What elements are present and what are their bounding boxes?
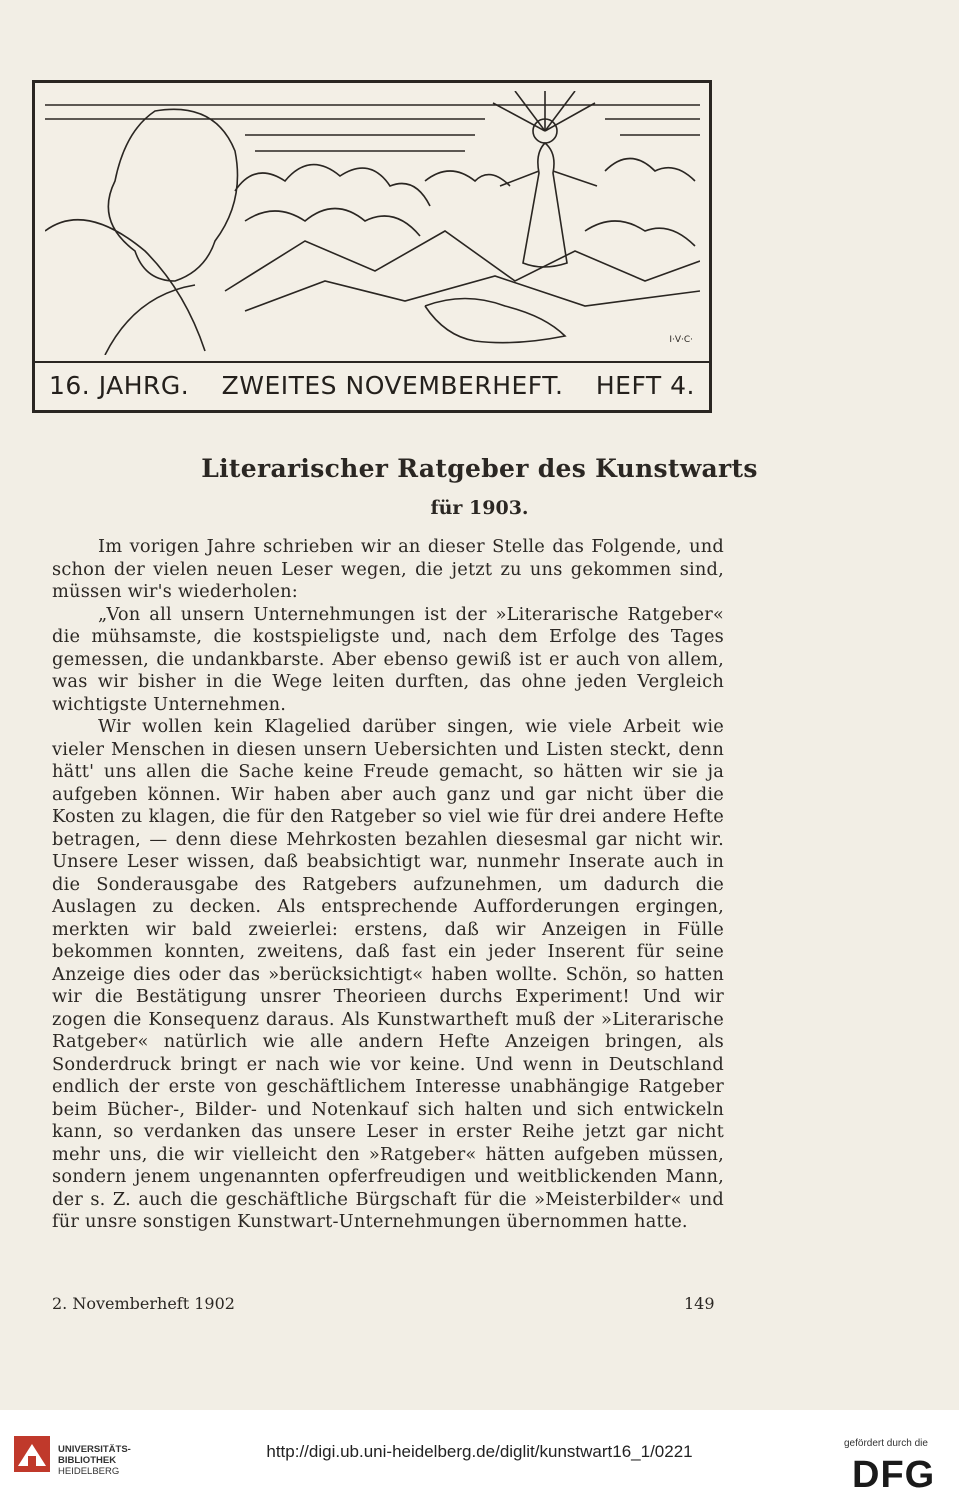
volume-label: 16. JAHRG. xyxy=(49,370,190,400)
masthead-band xyxy=(35,361,709,407)
library-name[interactable]: UNIVERSITÄTS- BIBLIOTHEK HEIDELBERG xyxy=(58,1444,131,1477)
artist-initials: I·V·C· xyxy=(669,335,693,345)
article-body xyxy=(52,536,724,1234)
paragraph: „Von all unsern Unternehmungen ist der »Literarische Ratgeber« die mühsamste, die kostspieligste und, nach dem Erfolge des Tages gemessen, die undankbarste. Aber ebenso gewiß ist er auch von allem, was wir bisher in die Wege leiten durften, das ohne jeden Vergleich wichtigste Unternehmen. xyxy=(52,603,724,715)
paragraph: Im vorigen Jahre schrieben wir an dieser Stelle das Folgende, und schon der vielen neuen Leser wegen, die jetzt zu uns gekommen sind, müssen wir's wiederholen: xyxy=(52,536,724,602)
issue-footer: 2. Novemberheft 1902 xyxy=(52,1294,235,1313)
article-title: Literarischer Ratgeber des Kunstwarts xyxy=(201,454,758,483)
article-subtitle: für 1903. xyxy=(430,497,529,519)
masthead xyxy=(32,80,712,413)
page-number: 149 xyxy=(684,1294,715,1313)
number-label: HEFT 4. xyxy=(595,370,695,400)
dfg-logo[interactable]: DFG xyxy=(852,1454,936,1496)
viewer-footer-bar xyxy=(0,1410,959,1498)
sponsor-caption: gefördert durch die xyxy=(844,1438,928,1449)
page-url-link[interactable]: http://digi.ub.uni-heidelberg.de/diglit/kunstwart16_1/0221 xyxy=(266,1442,693,1461)
paragraph: Wir wollen kein Klagelied darüber singen, wie viele Arbeit wie vieler Menschen in diesen unsern Uebersichten und Listen steckt, denn hätt' uns allen die Sache keine Freude gemacht, so hätten wir sie ja aufgeben können. Wir haben aber auch ganz und gar nicht über die Kosten zu klagen, die für den Ratgeber so viel wie für drei andere Hefte betragen, — denn diese Mehrkosten bezahlen diesesmal gar nicht wir. Unsere Leser wissen, daß beabsichtigt war, nunmehr Inserate auch in die Sonderausgabe des Ratgebers aufzunehmen, um dadurch die Auslagen zu decken. Als entsprechende Aufforderungen ergingen, merkten wir bald zweierlei: erstens, daß wir Anzeigen in Fülle bekommen konnten, zweitens, daß fast ein jeder Inserent für seine Anzeige dies oder das »berücksichtigt« haben wollte. Schön, so hatten wir die Bestätigung unsrer Theorieen durchs Experiment! Und wir zogen die Konsequenz daraus. Als Kunstwartheft muß der »Literarische Ratgeber« natürlich wie alle andern Hefte Anzeigen bringen, als Sonderdruck bringt er nach wie vor keine. Und wenn in Deutschland endlich der erste von geschäftlichem Interesse unabhängige Ratgeber beim Bücher-, Bilder- und Notenkauf sich halten und sich entwickeln kann, so verdanken das unsere Leser in erster Reihe jetzt gar nicht mehr uns, die wir vielleicht den »Ratgeber« hätten aufgeben müssen, sondern jenem ungenannten opferfreudigen und weitblickenden Mann, der s. Z. auch die geschäftliche Bürgschaft für die »Meisterbilder« und für unsre sonstigen Kunstwart-Unternehmungen übernommen hatte. xyxy=(52,716,724,1232)
masthead-illustration xyxy=(45,91,700,355)
issue-label: ZWEITES NOVEMBERHEFT. xyxy=(221,370,564,400)
